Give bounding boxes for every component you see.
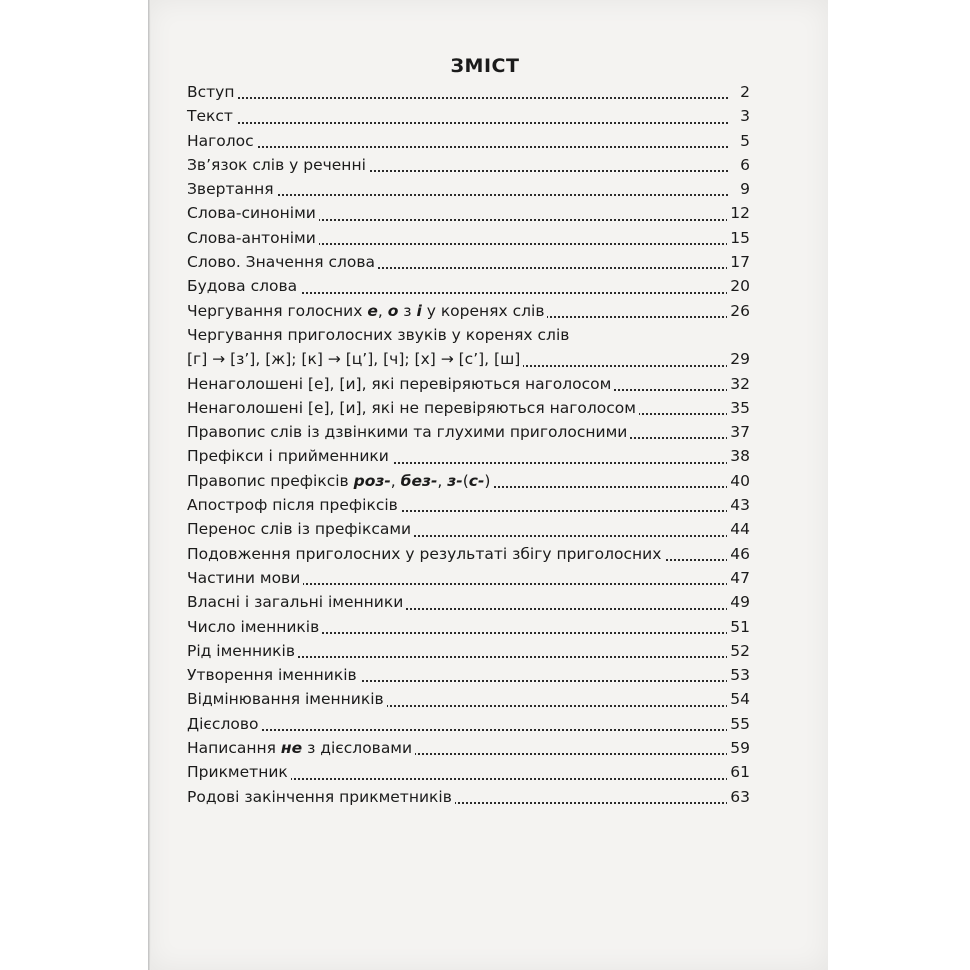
toc-entry-label: Зв’язок слів у реченні [187, 156, 369, 174]
toc-entry-page: 6 [737, 153, 750, 177]
label-text: ) [484, 471, 491, 490]
toc-entry-label: Вступ [187, 83, 238, 101]
toc-entry [187, 517, 750, 541]
label-text: Написання [187, 739, 281, 758]
label-text: , [437, 471, 448, 490]
toc-entry-page: 43 [727, 493, 750, 517]
label-text: у коренях слів [421, 301, 545, 320]
toc-entry-page: 52 [727, 639, 750, 663]
toc-entry-page: 54 [727, 687, 750, 711]
toc-entry-label: Слова-антоніми [187, 229, 319, 247]
toc-entry [187, 444, 750, 468]
toc-entry-label: Звертання [187, 180, 277, 198]
toc-entry [187, 663, 750, 687]
toc-entry-page: 40 [727, 469, 750, 493]
label-emphasis: з- [447, 471, 463, 490]
label-text: Чергування голосних [187, 301, 368, 320]
toc-entry [187, 712, 750, 736]
toc-entry-label: Частини мови [187, 569, 303, 587]
toc-entry-page: 59 [727, 736, 750, 760]
toc-entry-label: Апостроф після префіксів [187, 496, 401, 514]
toc-entry [187, 542, 750, 566]
label-emphasis: і [416, 301, 422, 320]
toc-entry-page: 15 [727, 226, 750, 250]
dot-leader [187, 122, 728, 124]
toc-entry-label: Будова слова [187, 277, 300, 295]
toc-entry [187, 760, 750, 784]
toc-entry [187, 274, 750, 298]
toc-entry-page: 29 [727, 347, 750, 371]
toc-entry-label: [г] → [з’], [ж]; [к] → [ц’], [ч]; [х] → [с’], [ш] [187, 350, 523, 368]
label-text: з дієсловами [302, 739, 413, 758]
toc-entry-label: Число іменників [187, 618, 322, 636]
toc-entry-label: Наголос [187, 132, 257, 150]
toc-entry [187, 129, 750, 153]
toc-entry-page: 26 [727, 299, 750, 323]
label-text: , [390, 471, 401, 490]
toc-entry-page: 37 [727, 420, 750, 444]
toc-entry-label: Дієслово [187, 715, 261, 733]
toc-entry [187, 615, 750, 639]
toc-entry [187, 639, 750, 663]
label-text: Правопис префіксів [187, 471, 354, 490]
toc-entry-page: 20 [727, 274, 750, 298]
label-text: , [377, 301, 388, 320]
toc-entry-page: 38 [727, 444, 750, 468]
label-emphasis: с- [468, 471, 485, 490]
toc-entry-label: Подовження приголосних у результаті збігу приголосних [187, 545, 664, 563]
toc-entry [187, 687, 750, 711]
label-emphasis: без- [400, 471, 438, 490]
label-text: з [398, 301, 417, 320]
toc-entry [187, 226, 750, 250]
toc-entry [187, 372, 750, 396]
toc-entry-label: Текст [187, 107, 236, 125]
toc-entry-page: 17 [727, 250, 750, 274]
toc-entry-label: Родові закінчення прикметників [187, 788, 455, 806]
label-emphasis: не [280, 739, 303, 758]
toc-entry-page: 12 [727, 201, 750, 225]
page-title: ЗМІСТ [450, 55, 520, 77]
dot-leader [187, 146, 728, 148]
toc-entry-page: 3 [737, 104, 750, 128]
toc-entry [187, 80, 750, 104]
page-edge [148, 0, 151, 970]
toc-entry [187, 396, 750, 420]
toc-entry-label: Рід іменників [187, 642, 298, 660]
toc-entry [187, 736, 750, 760]
toc-entry-page: 44 [727, 517, 750, 541]
toc-entry-page: 53 [727, 663, 750, 687]
toc-entry-label: Прикметник [187, 763, 291, 781]
toc-entry-label: Слова-синоніми [187, 204, 319, 222]
toc-entry-label: Ненаголошені [е], [и], які не перевіряються наголосом [187, 399, 639, 417]
toc-entry-label [187, 472, 493, 490]
label-text: ( [462, 471, 469, 490]
toc-entry-page: 49 [727, 590, 750, 614]
toc-entry-page: 9 [737, 177, 750, 201]
toc-entry-label: Чергування приголосних звуків у коренях слів [187, 325, 570, 344]
toc-entry-page: 61 [727, 760, 750, 784]
toc-entry-label: Префікси і прийменники [187, 447, 392, 465]
toc-entry-label: Власні і загальні іменники [187, 593, 406, 611]
toc-entry [187, 299, 750, 323]
toc-entry-page: 55 [727, 712, 750, 736]
label-emphasis: о [387, 301, 399, 320]
table-of-contents [187, 80, 750, 809]
toc-entry-page: 46 [727, 542, 750, 566]
toc-entry-heading [187, 323, 750, 347]
toc-entry [187, 250, 750, 274]
toc-entry [187, 347, 750, 371]
toc-entry-page: 5 [737, 129, 750, 153]
toc-entry-label: Перенос слів із префіксами [187, 520, 414, 538]
toc-entry [187, 469, 750, 493]
toc-entry-label: Слово. Значення слова [187, 253, 378, 271]
toc-entry-label [187, 739, 415, 757]
toc-entry-page: 63 [727, 785, 750, 809]
label-emphasis: е [367, 301, 378, 320]
toc-entry-page: 51 [727, 615, 750, 639]
toc-entry-page: 35 [727, 396, 750, 420]
toc-entry-label: Ненаголошені [е], [и], які перевіряються наголосом [187, 375, 614, 393]
toc-entry [187, 566, 750, 590]
dot-leader [187, 729, 728, 731]
toc-entry-label [187, 302, 547, 320]
toc-entry [187, 493, 750, 517]
toc-entry [187, 177, 750, 201]
label-emphasis: роз- [353, 471, 391, 490]
toc-entry [187, 590, 750, 614]
toc-entry [187, 785, 750, 809]
toc-entry-page: 2 [737, 80, 750, 104]
toc-entry [187, 201, 750, 225]
toc-entry-label: Утворення іменників [187, 666, 360, 684]
toc-entry [187, 104, 750, 128]
dot-leader [187, 97, 728, 99]
toc-entry-label: Правопис слів із дзвінкими та глухими приголосними [187, 423, 630, 441]
toc-entry [187, 153, 750, 177]
toc-entry-page: 32 [727, 372, 750, 396]
toc-entry-page: 47 [727, 566, 750, 590]
toc-entry [187, 420, 750, 444]
toc-entry-label: Відмінювання іменників [187, 690, 387, 708]
